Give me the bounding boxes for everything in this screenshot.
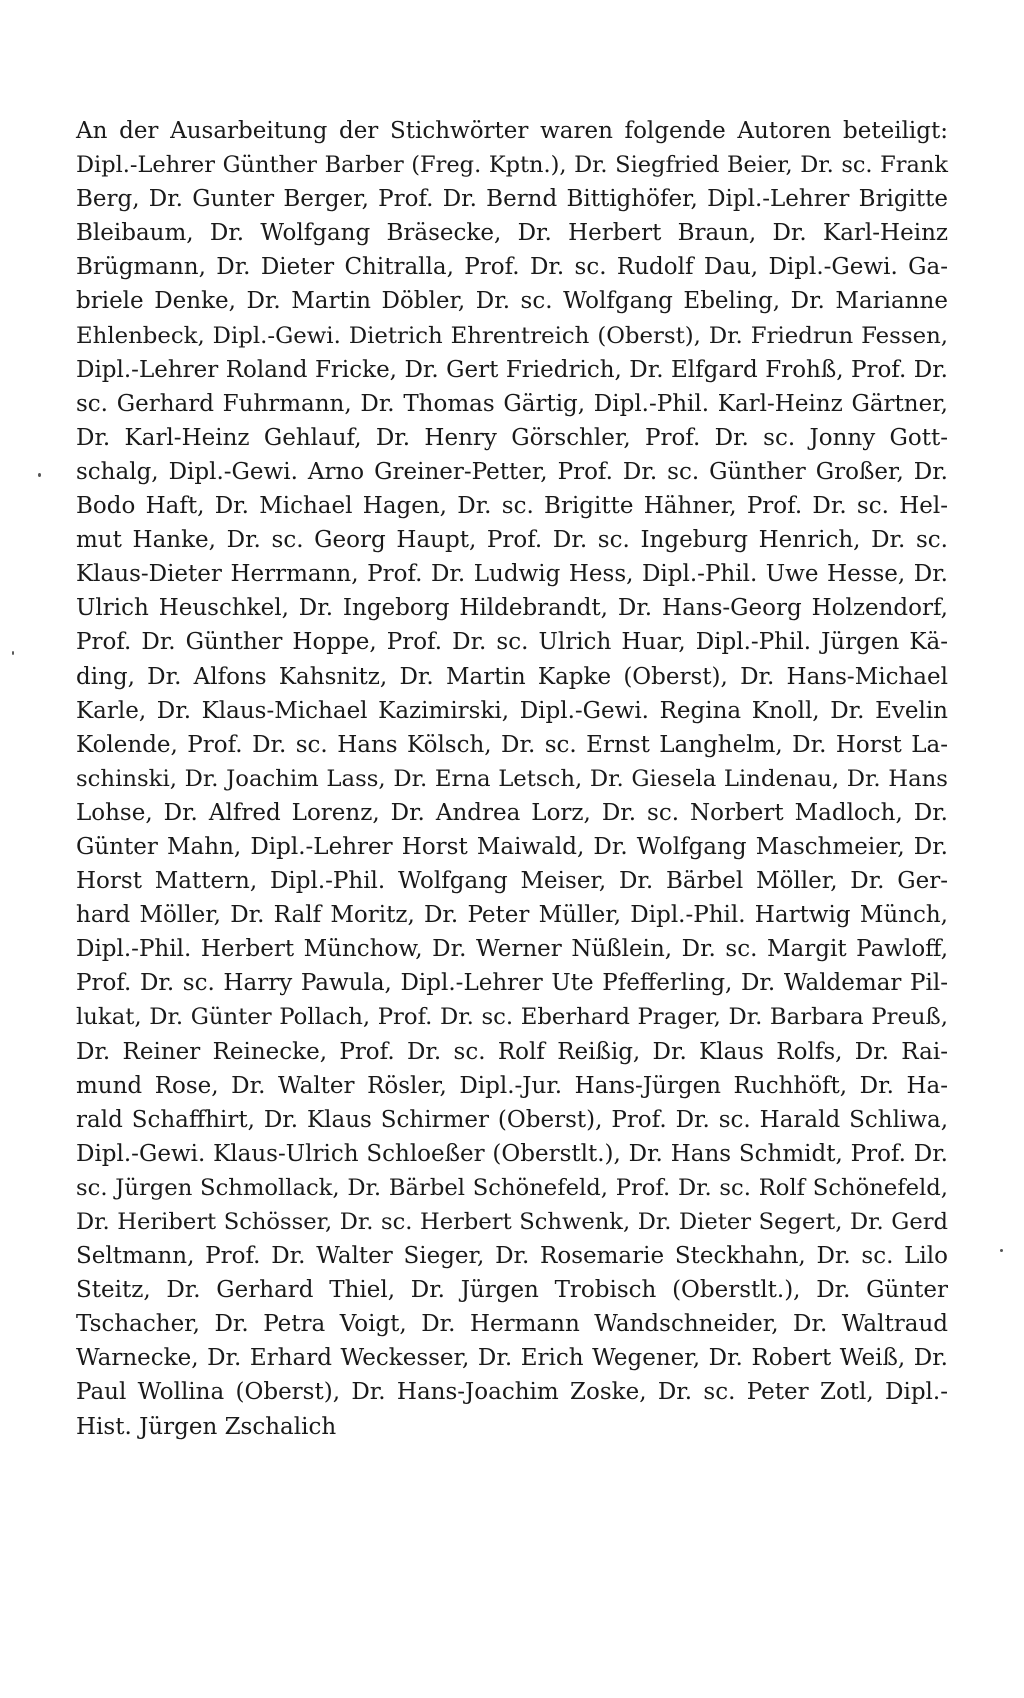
text-line: sc. Gerhard Fuhrmann, Dr. Thomas Gärtig, Dipl.-Phil. Karl-Heinz Gärtner, <box>76 390 948 417</box>
text-line: Horst Mattern, Dipl.-Phil. Wolfgang Meiser, Dr. Bärbel Möller, Dr. Ger- <box>76 868 948 895</box>
text-line: Karle, Dr. Klaus-Michael Kazimirski, Dipl.-Gewi. Regina Knoll, Dr. Evelin <box>76 697 948 724</box>
text-line: Hist. Jürgen Zschalich <box>76 1413 337 1440</box>
text-line: ding, Dr. Alfons Kahsnitz, Dr. Martin Kapke (Oberst), Dr. Hans-Michael <box>76 663 948 690</box>
text-line: Dr. Heribert Schösser, Dr. sc. Herbert Schwenk, Dr. Dieter Segert, Dr. Gerd <box>76 1209 948 1235</box>
text-line: Lohse, Dr. Alfred Lorenz, Dr. Andrea Lorz, Dr. sc. Norbert Madloch, Dr. <box>76 799 948 826</box>
text-line: Prof. Dr. Günther Hoppe, Prof. Dr. sc. Ulrich Huar, Dipl.-Phil. Jürgen Kä- <box>76 629 948 656</box>
text-line: lukat, Dr. Günter Pollach, Prof. Dr. sc. Eberhard Prager, Dr. Barbara Preuß, <box>76 1004 948 1031</box>
text-line: Paul Wollina (Oberst), Dr. Hans-Joachim Zoske, Dr. sc. Peter Zotl, Dipl.- <box>76 1379 948 1406</box>
text-line: mund Rose, Dr. Walter Rösler, Dipl.-Jur. Hans-Jürgen Ruchhöft, Dr. Ha- <box>76 1072 948 1099</box>
text-line: Steitz, Dr. Gerhard Thiel, Dr. Jürgen Trobisch (Oberstlt.), Dr. Günter <box>76 1277 948 1304</box>
text-line: Berg, Dr. Gunter Berger, Prof. Dr. Bernd Bittighöfer, Dipl.-Lehrer Brigitte <box>76 186 948 213</box>
text-line: Warnecke, Dr. Erhard Weckesser, Dr. Erich Wegener, Dr. Robert Weiß, Dr. <box>76 1345 948 1372</box>
text-line: Günter Mahn, Dipl.-Lehrer Horst Maiwald, Dr. Wolfgang Maschmeier, Dr. <box>76 833 948 860</box>
text-line: sc. Jürgen Schmollack, Dr. Bärbel Schönefeld, Prof. Dr. sc. Rolf Schönefeld, <box>76 1174 948 1201</box>
scan-speck <box>38 473 41 477</box>
text-line: rald Schaffhirt, Dr. Klaus Schirmer (Oberst), Prof. Dr. sc. Harald Schliwa, <box>76 1106 948 1133</box>
text-line: Klaus-Dieter Herrmann, Prof. Dr. Ludwig Hess, Dipl.-Phil. Uwe Hesse, Dr. <box>76 561 948 588</box>
scan-speck <box>1000 1249 1003 1252</box>
text-line: Prof. Dr. sc. Harry Pawula, Dipl.-Lehrer Ute Pfefferling, Dr. Waldemar Pil- <box>76 970 948 997</box>
text-line: Dipl.-Gewi. Klaus-Ulrich Schloeßer (Oberstlt.), Dr. Hans Schmidt, Prof. Dr. <box>76 1140 948 1167</box>
text-line: briele Denke, Dr. Martin Döbler, Dr. sc. Wolfgang Ebeling, Dr. Marianne <box>76 288 948 315</box>
text-line: Dipl.-Lehrer Günther Barber (Freg. Kptn.), Dr. Siegfried Beier, Dr. sc. Frank <box>76 152 948 179</box>
text-line: Kolende, Prof. Dr. sc. Hans Kölsch, Dr. sc. Ernst Langhelm, Dr. Horst La- <box>76 731 948 758</box>
scan-speck <box>12 651 14 655</box>
text-line: mut Hanke, Dr. sc. Georg Haupt, Prof. Dr. sc. Ingeburg Henrich, Dr. sc. <box>76 527 948 554</box>
text-line: Dipl.-Lehrer Roland Fricke, Dr. Gert Friedrich, Dr. Elfgard Frohß, Prof. Dr. <box>76 356 948 383</box>
text-line: Ulrich Heuschkel, Dr. Ingeborg Hildebrandt, Dr. Hans-Georg Holzendorf, <box>76 595 948 622</box>
text-line: Bodo Haft, Dr. Michael Hagen, Dr. sc. Brigitte Hähner, Prof. Dr. sc. Hel- <box>76 493 948 520</box>
text-line: An der Ausarbeitung der Stichwörter waren folgende Autoren beteiligt: <box>76 118 948 144</box>
text-line: Dr. Karl-Heinz Gehlauf, Dr. Henry Görschler, Prof. Dr. sc. Jonny Gott- <box>76 424 948 451</box>
text-line: Dipl.-Phil. Herbert Münchow, Dr. Werner Nüßlein, Dr. sc. Margit Pawloff, <box>76 936 948 963</box>
text-line: hard Möller, Dr. Ralf Moritz, Dr. Peter Müller, Dipl.-Phil. Hartwig Münch, <box>76 902 948 929</box>
text-line: Brügmann, Dr. Dieter Chitralla, Prof. Dr. sc. Rudolf Dau, Dipl.-Gewi. Ga- <box>76 254 948 281</box>
authors-paragraph <box>76 114 948 1444</box>
text-line: Ehlenbeck, Dipl.-Gewi. Dietrich Ehrentreich (Oberst), Dr. Friedrun Fessen, <box>76 322 948 349</box>
text-line: Bleibaum, Dr. Wolfgang Bräsecke, Dr. Herbert Braun, Dr. Karl-Heinz <box>76 220 948 247</box>
text-line: schalg, Dipl.-Gewi. Arno Greiner-Petter, Prof. Dr. sc. Günther Großer, Dr. <box>76 458 948 485</box>
text-line: schinski, Dr. Joachim Lass, Dr. Erna Letsch, Dr. Giesela Lindenau, Dr. Hans <box>76 765 948 792</box>
text-line: Tschacher, Dr. Petra Voigt, Dr. Hermann Wandschneider, Dr. Waltraud <box>76 1311 948 1338</box>
text-line: Seltmann, Prof. Dr. Walter Sieger, Dr. Rosemarie Steckhahn, Dr. sc. Lilo <box>76 1243 948 1270</box>
text-line: Dr. Reiner Reinecke, Prof. Dr. sc. Rolf Reißig, Dr. Klaus Rolfs, Dr. Rai- <box>76 1038 948 1065</box>
